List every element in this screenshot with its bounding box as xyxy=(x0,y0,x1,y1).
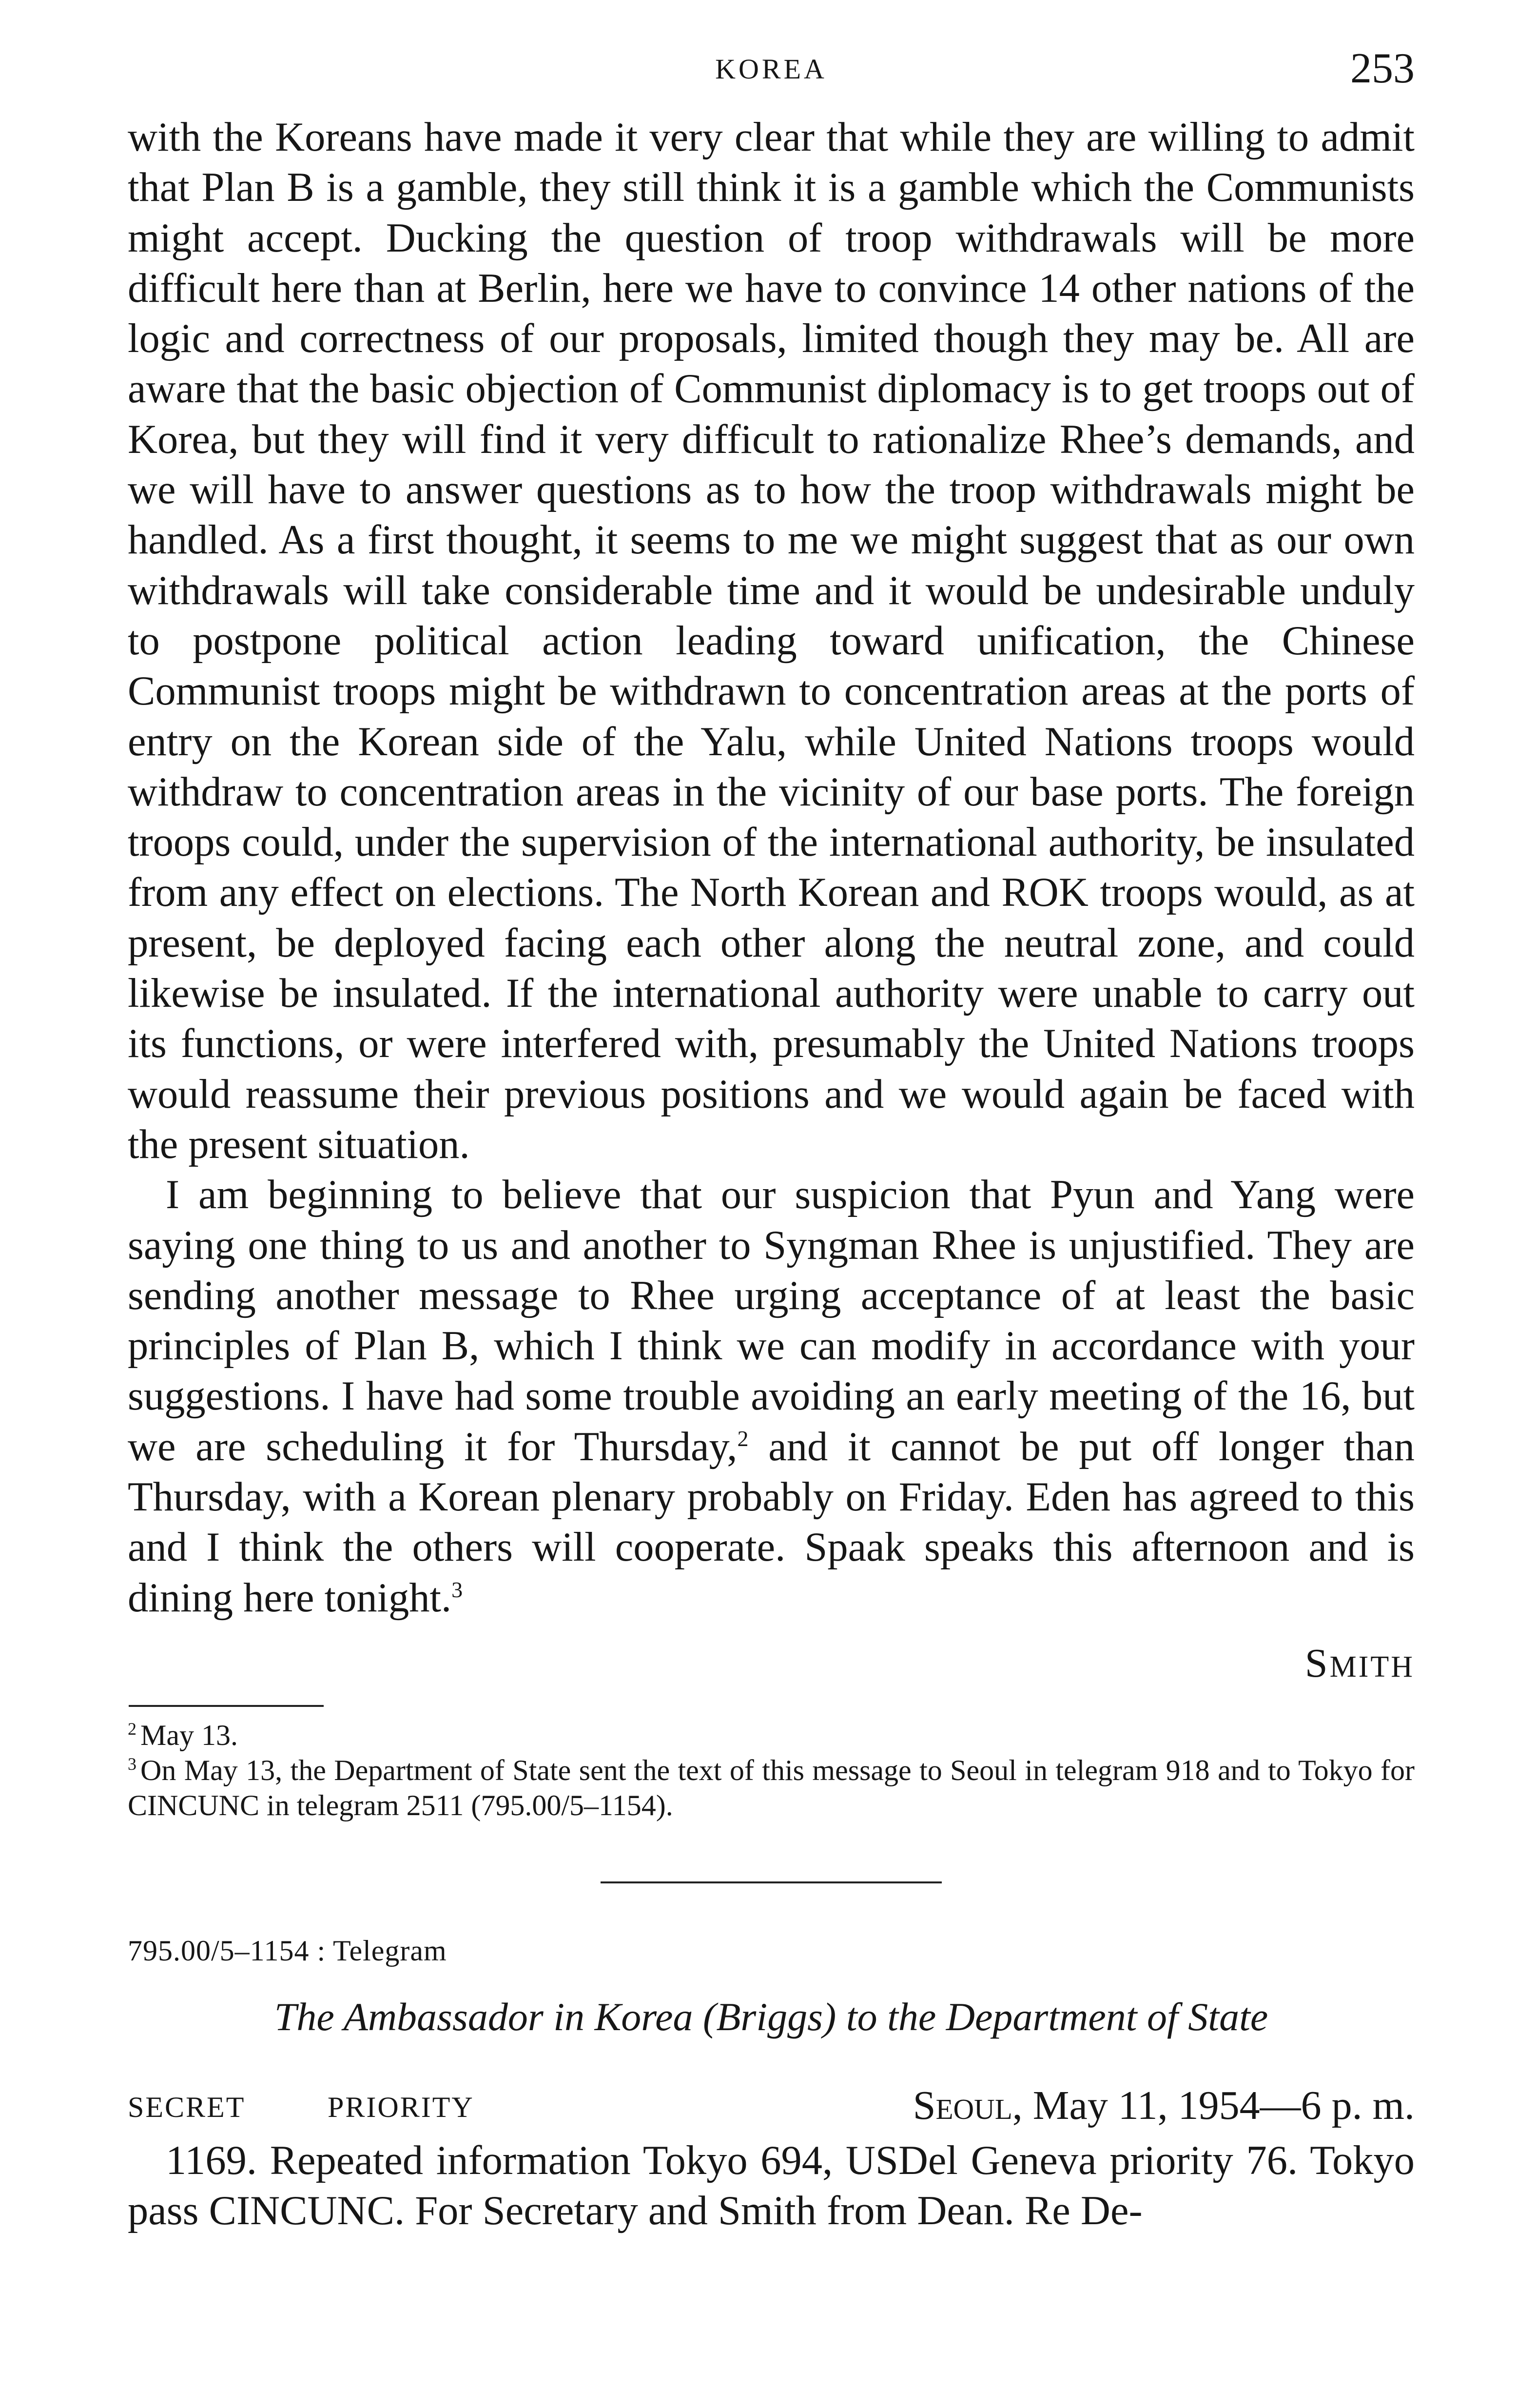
file-reference: 795.00/5–1154 : Telegram xyxy=(128,1934,447,1967)
body-paragraph-1: with the Koreans have made it very clear that while they are willing to admit that Plan B is a gamble, they still think it is a gamble which the Communists might accept. Ducking the question of troop withdrawals will be more difficult here than at Berlin, here we have to convince 14 other nations of the logic and correctness of our proposals, limited though they may be. All are aware that the basic objection of Communist diplomacy is to get troops out of Korea, but they will find it very difficult to rationalize Rhee’s demands, and we will have to answer questions as to how the troop withdrawals might be handled. As a first thought, it seems to me we might suggest that as our own withdrawals will take considerable time and it would be undesirable unduly to postpone political action leading toward unification, the Chinese Communist troops might be withdrawn to concentration areas at the ports of entry on the Korean side of the Yalu, while United Nations troops would withdraw to concentration areas in the vicinity of our base ports. The foreign troops could, under the supervision of the international authority, be insulated from any effect on elections. The North Korean and ROK troops would, as at present, be deployed facing each other along the neutral zone, and could likewise be insulated. If the international authority were unable to carry out its functions, or were interfered with, presumably the United Nations troops would reassume their previous positions and we would again be faced with the present situation. xyxy=(128,115,1415,1167)
section-divider xyxy=(601,1881,942,1883)
body-paragraph-2 xyxy=(128,1170,1415,1623)
footnote-text: May 13. xyxy=(140,1719,238,1751)
paragraph-2-text-b: and it cannot be put off longer than Thursday, with a Korean plenary probably on Friday. Eden has agreed to this and I think the others will cooperate. Spaak speaks this afternoon and is dining here tonight. xyxy=(128,1424,1415,1621)
footnote-2 xyxy=(128,1718,1415,1753)
paragraph-2-text-a: I am beginning to believe that our suspicion that Pyun and Yang were saying one thing to us and another to Syngman Rhee is unjustified. They are sending another message to Rhee urging acceptance of at least the basic principles of Plan B, which I think we can modify in accordance with your suggestions. I have had some trouble avoiding an early meeting of the 16, but we are scheduling it for Thursday, xyxy=(128,1172,1415,1469)
footnote-text: On May 13, the Department of State sent the text of this message to Seoul in telegram 918 and to Tokyo for CINCUNC in telegram 2511 (795.00/5–1154). xyxy=(128,1754,1415,1821)
classification-label: SECRET xyxy=(128,2091,246,2123)
footnote-ref-2[interactable]: 2 xyxy=(737,1426,749,1451)
signature-rest: MITH xyxy=(1329,1650,1415,1684)
place-date xyxy=(913,2082,1415,2129)
document-page xyxy=(128,44,1415,2236)
footnote-3 xyxy=(128,1753,1415,1823)
footnote-mark: 3 xyxy=(128,1754,136,1774)
priority-label: PRIORITY xyxy=(328,2091,474,2123)
footnote-ref-3[interactable]: 3 xyxy=(451,1577,463,1602)
date-time: , May 11, 1954—6 p. m. xyxy=(1012,2082,1415,2128)
place: Seoul xyxy=(913,2082,1012,2128)
footnotes xyxy=(128,1718,1415,1823)
document-title: The Ambassador in Korea (Briggs) to the Department of State xyxy=(274,1994,1268,2039)
running-header xyxy=(128,44,1415,107)
footnote-mark: 2 xyxy=(128,1719,136,1739)
page-number: 253 xyxy=(1350,45,1415,92)
dateline xyxy=(128,2082,1415,2133)
signature xyxy=(128,1640,1415,1686)
running-title: KOREA xyxy=(715,53,827,85)
telegram-opening: 1169. Repeated information Tokyo 694, USDel Geneva priority 76. Tokyo pass CINCUNC. For Secretary and Smith from Dean. Re De- xyxy=(128,2137,1415,2234)
signature-initial: S xyxy=(1304,1640,1330,1686)
footnote-divider xyxy=(129,1705,324,1707)
